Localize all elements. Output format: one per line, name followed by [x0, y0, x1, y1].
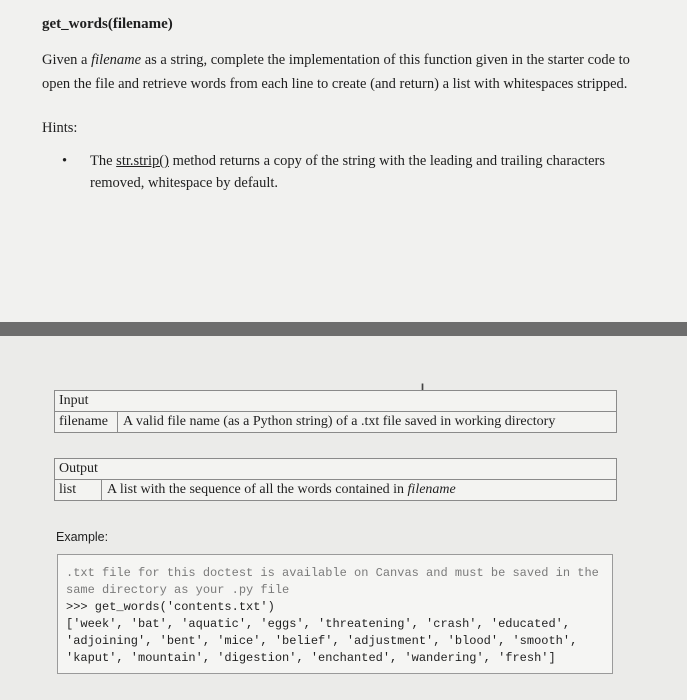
input-param-name: filename — [55, 412, 118, 432]
output-desc-pre: A list with the sequence of all the words contained in — [107, 482, 408, 497]
output-table-row — [55, 480, 616, 500]
code-line: same directory as your .py file — [66, 583, 290, 597]
str-strip-link[interactable]: str.strip() — [116, 153, 169, 169]
description-post: as a string, complete the implementation of this function given in the starter code to open the file and retrieve words from each line to create (and return) a list with whitespaces stripped. — [42, 52, 630, 92]
code-line: 'kaput', 'mountain', 'digestion', 'enchanted', 'wandering', 'fresh'] — [66, 651, 556, 665]
output-desc-em: filename — [407, 482, 456, 497]
hint-pre: The — [90, 153, 117, 169]
input-table-header: Input — [55, 391, 616, 412]
bullet-icon: • — [62, 153, 68, 169]
input-table-row — [55, 412, 616, 432]
code-line: .txt file for this doctest is available on Canvas and must be saved in the — [66, 566, 599, 580]
example-code-block — [57, 554, 613, 674]
output-table-header: Output — [55, 459, 616, 480]
description-em: filename — [91, 52, 142, 68]
hint-post: method returns a copy of the string with the leading and trailing characters removed, whitespace by default. — [90, 153, 606, 191]
description-paragraph — [42, 48, 642, 96]
input-table — [54, 390, 617, 433]
code-line: >>> get_words('contents.txt') — [66, 600, 275, 614]
hint-text — [90, 150, 620, 194]
input-param-desc: A valid file name (as a Python string) of a .txt file saved in working directory — [123, 414, 556, 429]
section-divider — [0, 322, 687, 336]
code-line: ['week', 'bat', 'aquatic', 'eggs', 'threatening', 'crash', 'educated', — [66, 617, 571, 631]
code-line: 'adjoining', 'bent', 'mice', 'belief', 'adjustment', 'blood', 'smooth', — [66, 634, 578, 648]
hints-label: Hints: — [42, 120, 78, 136]
example-label: Example: — [56, 530, 109, 544]
output-table — [54, 458, 617, 501]
output-param-name: list — [55, 480, 102, 500]
output-param-desc — [102, 480, 456, 500]
description-pre: Given a — [42, 52, 92, 68]
function-title: get_words(filename) — [42, 16, 173, 32]
